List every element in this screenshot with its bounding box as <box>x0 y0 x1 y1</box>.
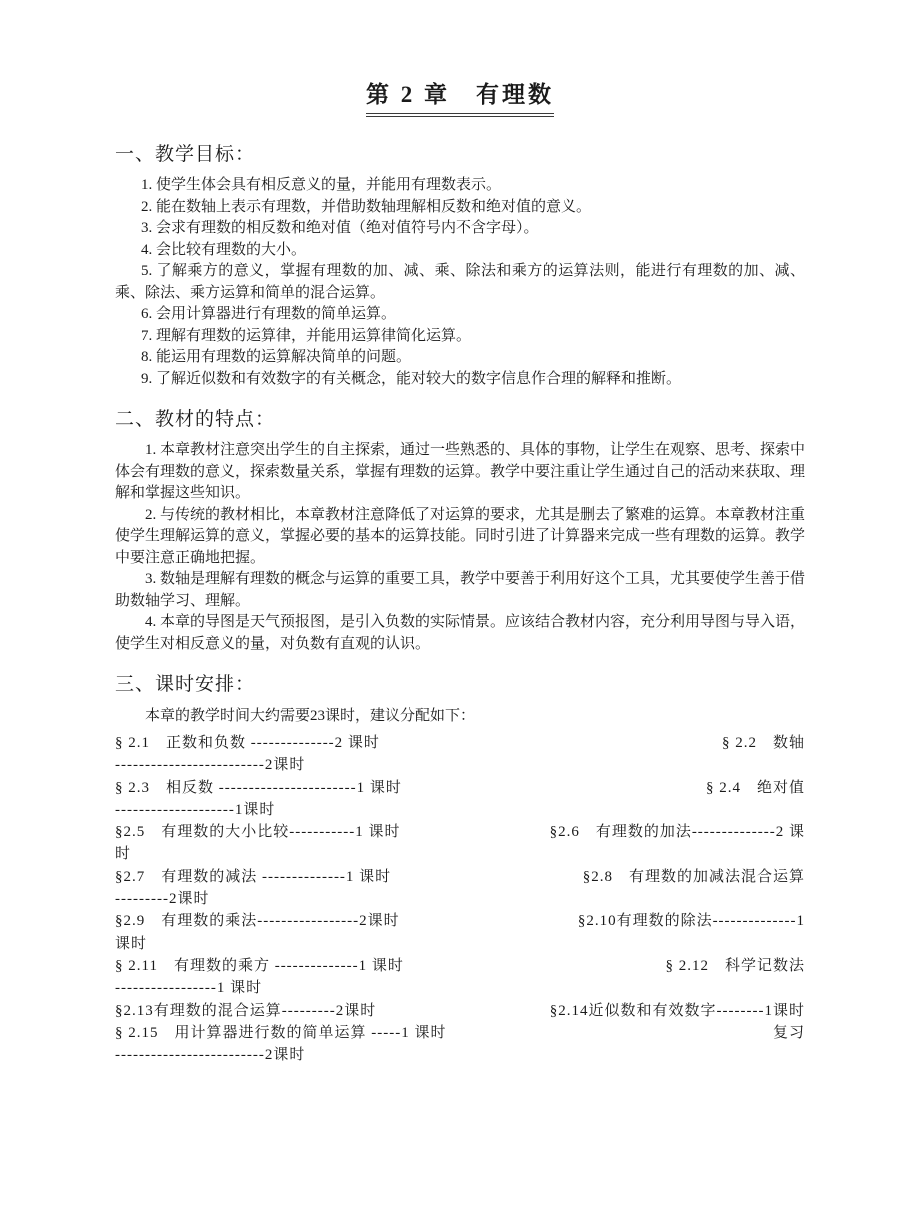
goal-item: 4. 会比较有理数的大小。 <box>141 241 307 258</box>
schedule-row <box>115 933 805 955</box>
schedule-row <box>115 866 805 888</box>
section-heading-goals: 一、教学目标： <box>115 144 256 165</box>
schedule-row <box>115 799 805 821</box>
goal-item: 7. 理解有理数的运算律，并能用运算律简化运算。 <box>141 327 472 344</box>
feature-paragraph: 2. 与传统的教材相比，本章教材注意降低了对运算的要求，尤其是删去了繁难的运算。本章教材注重使学生理解运算的意义，掌握必要的基本的运算技能。同时引进了计算器来完成一些有理数的运算。教学中要注意正确地把握。 <box>115 506 806 566</box>
schedule-entry-left: 时 <box>115 846 132 863</box>
schedule-row <box>115 1044 805 1066</box>
schedule-intro: 本章的教学时间大约需要23课时，建议分配如下： <box>145 708 476 724</box>
schedule-entry-left: -----------------1 课时 <box>115 980 263 997</box>
schedule-row <box>115 977 805 999</box>
goal-item: 1. 使学生体会具有相反意义的量，并能用有理数表示。 <box>141 177 502 193</box>
schedule-entry-left: §2.5 有理数的大小比较-----------1 课时 <box>115 824 401 841</box>
feature-paragraph: 3. 数轴是理解有理数的概念与运算的重要工具，教学中要善于利用好这个工具，尤其要使学生善于借助数轴学习、理解。 <box>115 571 806 609</box>
schedule-entry-left: -------------------------2课时 <box>115 1047 306 1064</box>
goal-item: 9. 了解近似数和有效数字的有关概念，能对较大的数字信息作合理的解释和推断。 <box>141 370 682 387</box>
section-heading-schedule: 三、课时安排： <box>115 674 256 695</box>
schedule-entry-right: § 2.4 绝对值 <box>705 779 805 796</box>
schedule-row <box>115 777 805 799</box>
schedule-row <box>115 1022 805 1044</box>
goal-item: 8. 能运用有理数的运算解决简单的问题。 <box>141 349 412 365</box>
schedule-entry-left: §2.9 有理数的乘法-----------------2课时 <box>115 913 400 930</box>
document-title <box>115 76 805 117</box>
goal-item: 6. 会用计算器进行有理数的简单运算。 <box>141 306 397 322</box>
schedule-entry-left: § 2.11 有理数的乘方 --------------1 课时 <box>115 957 404 974</box>
schedule-entry-right: §2.6 有理数的加法--------------2 课 <box>549 824 805 841</box>
goal-item: 2. 能在数轴上表示有理数，并借助数轴理解相反数和绝对值的意义。 <box>141 198 592 215</box>
schedule-entry-right: § 2.12 科学记数法 <box>665 957 805 974</box>
schedule-entry-right: §2.8 有理数的加减法混合运算 <box>582 868 805 885</box>
feature-paragraph: 1. 本章教材注意突出学生的自主探索，通过一些熟悉的、具体的事物，让学生在观察、思考、探索中体会有理数的意义，探索数量关系，掌握有理数的运算。教学中要注重让学生通过自己的活动来获取、理解和掌握这些知识。 <box>115 442 806 501</box>
goal-item: 5. 了解乘方的意义，掌握有理数的加、减、乘、除法和乘方的运算法则，能进行有理数的加、减、乘、除法、乘方运算和简单的混合运算。 <box>115 263 805 301</box>
schedule-row <box>115 754 805 776</box>
goal-item: 3. 会求有理数的相反数和绝对值（绝对值符号内不含字母）。 <box>141 220 539 236</box>
document-title-text: 第 2 章 有理数 <box>366 76 554 117</box>
schedule-row <box>115 843 805 865</box>
schedule-entry-left: ---------2课时 <box>115 891 210 908</box>
schedule-entry-left: § 2.15 用计算器进行数的简单运算 -----1 课时 <box>115 1024 447 1041</box>
schedule-row <box>115 910 805 932</box>
schedule-entry-left: § 2.1 正数和负数 --------------2 课时 <box>115 735 380 751</box>
schedule-row <box>115 1000 805 1022</box>
schedule-entry-left: §2.7 有理数的减法 --------------1 课时 <box>115 868 392 885</box>
section-heading-features: 二、教材的特点： <box>115 409 276 430</box>
schedule-entry-left: § 2.3 相反数 -----------------------1 课时 <box>115 779 402 796</box>
schedule-entry-right: §2.14近似数和有效数字--------1课时 <box>549 1002 805 1019</box>
schedule-row <box>115 732 805 754</box>
schedule-entry-left: -------------------------2课时 <box>115 757 306 774</box>
schedule-entry-left: 课时 <box>115 935 148 952</box>
schedule-entry-left: §2.13有理数的混合运算---------2课时 <box>115 1002 377 1019</box>
schedule-entry-left: --------------------1课时 <box>115 801 276 818</box>
schedule-entry-right: § 2.2 数轴 <box>721 735 805 751</box>
schedule-row <box>115 821 805 843</box>
feature-paragraph: 4. 本章的导图是天气预报图，是引入负数的实际情景。应该结合教材内容，充分利用导图与导入语，使学生对相反意义的量，对负数有直观的认识。 <box>115 614 806 652</box>
schedule-entry-right: §2.10有理数的除法--------------1 <box>577 913 805 930</box>
schedule-row <box>115 955 805 977</box>
schedule-row <box>115 888 805 910</box>
schedule-entry-right: 复习 <box>772 1024 805 1041</box>
